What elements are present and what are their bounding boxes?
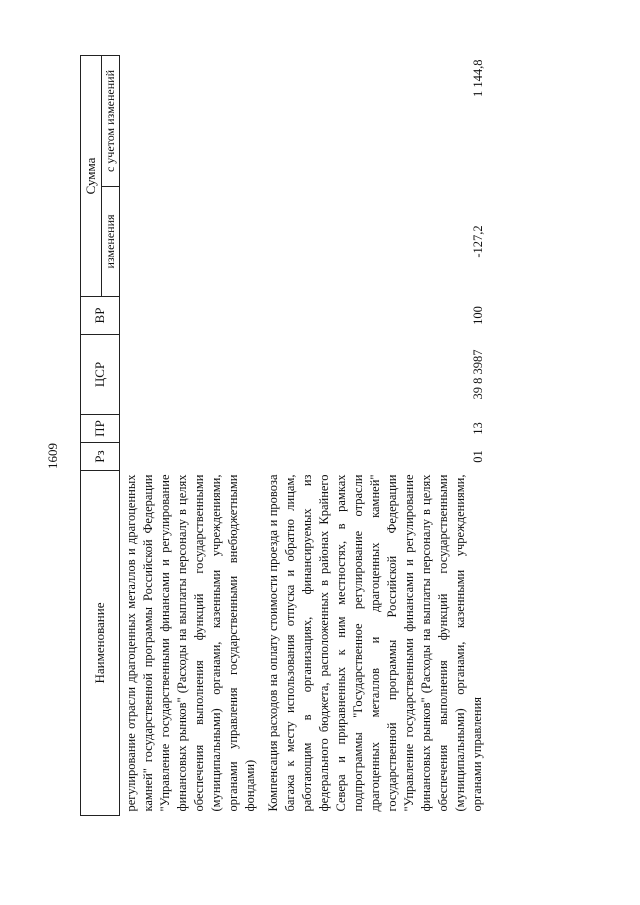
header-change: изменения [102,187,120,297]
table-row [120,56,263,816]
header-csr: ЦСР [81,335,120,415]
row-with-change: 1 144,8 [471,59,485,97]
row-vr: 100 [471,306,485,325]
rotated-content [80,40,550,830]
row-rz [120,443,263,471]
header-vr: ВР [81,297,120,335]
header-name: Наименование [81,471,120,816]
row-pr [120,415,263,443]
header-sum: Сумма [81,56,102,297]
table-row [262,56,489,816]
budget-table [80,55,489,816]
row-csr [120,335,263,415]
row-name: регулирование отрасли драгоценных металлов и драгоценных камней" государственной программы Российской Федерации "Управление государственными финансами и регулирование финансовых рынков" (Расходы на выплаты персоналу в целях обеспечения выполнения функций государственными (муниципальными) органами, казенными учреждениями, органами управления государственными внебюджетными фондами) [124,474,257,812]
header-row [81,56,102,816]
row-name: Компенсация расходов на оплату стоимости проезда и провоза багажа к месту использования отпуска и обратно лицам, работающим в организациях, финансируемых из федерального бюджета, расположенных в районах Крайнего Севера и приравненных к ним местностях, в рамках подпрограммы "Государственное регулирование отрасли драгоценных металлов и драгоценных камней" государственной программы Российской Федерации "Управление государственными финансами и регулирование финансовых рынков" (Расходы на выплаты персоналу в целях обеспечения выполнения функций государственными (муниципальными) органами, казенными учреждениями, органами управления [266,474,484,812]
header-with-change: с учетом изменений [102,56,120,187]
row-rz: 01 [471,450,485,463]
row-change [120,187,263,297]
page-number: 1609 [45,443,60,469]
header-pr: ПР [81,415,120,443]
row-change: -127,2 [471,225,485,258]
row-with-change [120,56,263,187]
row-pr: 13 [471,422,485,435]
row-csr: 39 8 3987 [471,349,485,400]
row-vr [120,297,263,335]
landscape-page [80,40,550,830]
header-rz: Рз [81,443,120,471]
